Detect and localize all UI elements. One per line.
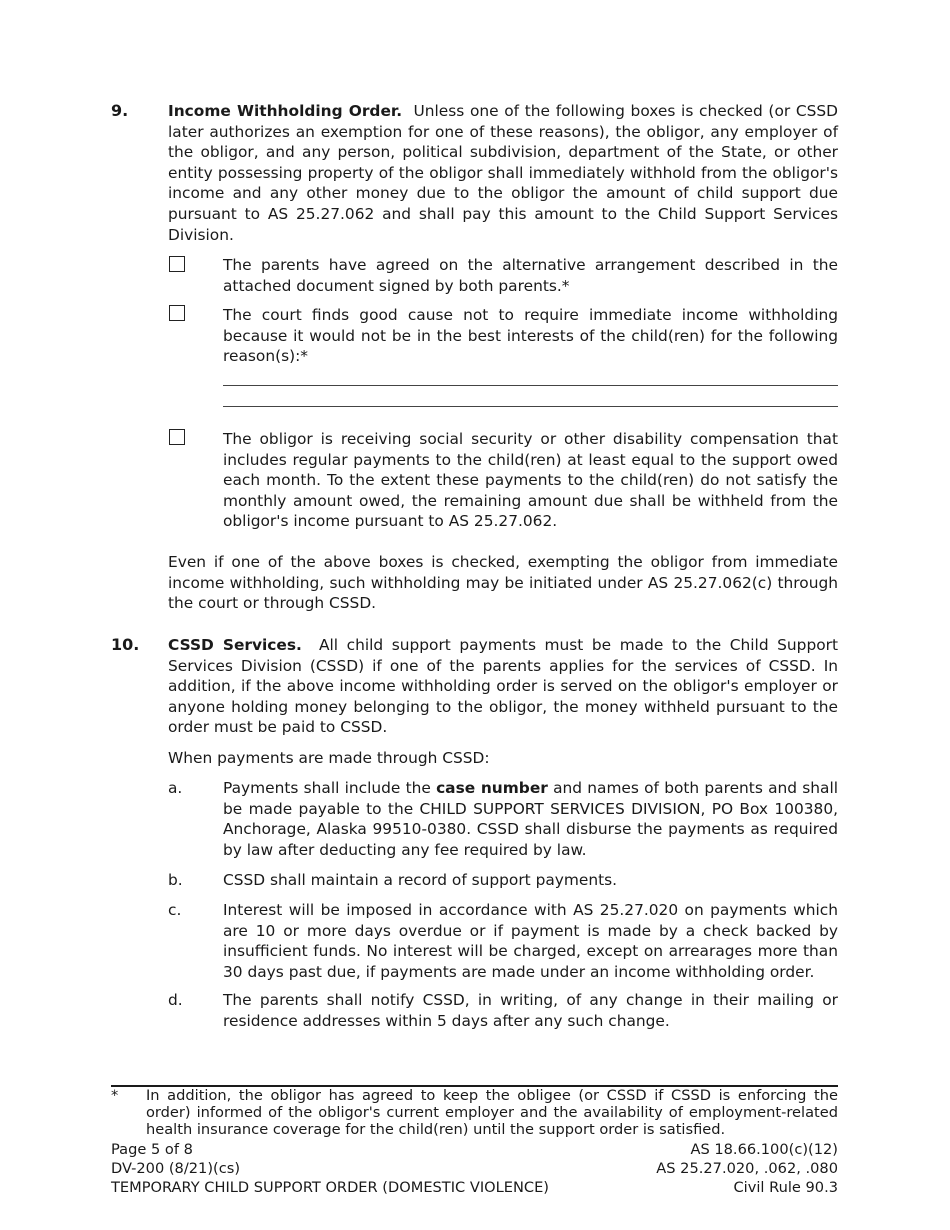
checkbox-good-cause[interactable]	[169, 305, 185, 321]
option-good-cause: The court finds good cause not to require immediate income withholding because it would not be in the best interests of the child(ren) for the following reason(s):*	[223, 306, 838, 366]
item-b-text: CSSD shall maintain a record of support payments.	[223, 871, 618, 889]
item-d-text: The parents shall notify CSSD, in writing, of any change in their mailing or residence addresses within 5 days after any such change.	[223, 991, 838, 1030]
footer-form-number: DV-200 (8/21)(cs)	[111, 1160, 241, 1177]
item-a-label: a.	[168, 779, 183, 797]
section-10-intro: When payments are made through CSSD:	[168, 749, 490, 767]
footer-statute-1: AS 18.66.100(c)(12)	[690, 1141, 838, 1158]
checkbox-alternative-arrangement[interactable]	[169, 256, 185, 272]
item-d-label: d.	[168, 991, 183, 1009]
reason-line-2[interactable]	[223, 406, 838, 407]
footnote-text: In addition, the obligor has agreed to keep the obligee (or CSSD if CSSD is enforcing the order) informed of the obligor's current employer and the availability of employment-related health insurance coverage for the child(ren) until the support order is satisfied.	[146, 1087, 838, 1138]
section-10-title: CSSD Services.	[168, 636, 302, 654]
item-c-text: Interest will be imposed in accordance with AS 25.27.020 on payments which are 10 or more days overdue or if payment is made by a check backed by insufficient funds. No interest will be charged, except on arrearages more than 30 days past due, if payments are made under an income withholding order.	[223, 901, 838, 981]
footnote-mark: *	[111, 1087, 119, 1104]
section-9-paragraph	[168, 101, 838, 245]
option-alternative-arrangement: The parents have agreed on the alternative arrangement described in the attached document signed by both parents.*	[223, 256, 838, 295]
option-disability-compensation: The obligor is receiving social security or other disability compensation that includes regular payments to the child(ren) at least equal to the support owed each month. To the extent these payments to the child(ren) do not satisfy the monthly amount owed, the remaining amount due shall be withheld from the obligor's income pursuant to AS 25.27.062.	[223, 430, 838, 531]
footer-statute-2: AS 25.27.020, .062, .080	[656, 1160, 838, 1177]
item-a-pre: Payments shall include the	[223, 779, 437, 797]
section-10-body: All child support payments must be made to the Child Support Services Division (CSSD) if one of the parents applies for the services of CSSD. In addition, if the above income withholding order is served on the obligor's employer or anyone holding money belonging to the obligor, the money withheld pursuant to the order must be paid to CSSD.	[168, 636, 838, 737]
section-9-closing: Even if one of the above boxes is checked, exempting the obligor from immediate income withholding, such withholding may be initiated under AS 25.27.062(c) through the court or through CSSD.	[168, 553, 838, 613]
item-c-label: c.	[168, 901, 182, 919]
item-b-label: b.	[168, 871, 183, 889]
section-9-body: Unless one of the following boxes is checked (or CSSD later authorizes an exemption for one of these reasons), the obligor, any employer of the obligor, and any person, political subdivision, department of the State, or other entity possessing property of the obligor shall immediately withhold from the obligor's income and any other money due to the obligor the amount of child support due pursuant to AS 25.27.062 and shall pay this amount to the Child Support Services Division.	[168, 102, 838, 244]
footer-civil-rule: Civil Rule 90.3	[733, 1179, 838, 1196]
item-a-text	[223, 778, 838, 860]
footer-form-title: TEMPORARY CHILD SUPPORT ORDER (DOMESTIC VIOLENCE)	[111, 1179, 549, 1196]
checkbox-disability-compensation[interactable]	[169, 429, 185, 445]
section-10-number: 10.	[111, 635, 140, 654]
item-a-post: and names of both parents and shall be made payable to the CHILD SUPPORT SERVICES DIVISION, PO Box 100380, Anchorage, Alaska 99510-0380. CSSD shall disburse the payments as required by law after deducting any fee required by law.	[223, 779, 838, 859]
section-10-paragraph	[168, 635, 838, 738]
section-9-title: Income Withholding Order.	[168, 102, 403, 120]
reason-line-1[interactable]	[223, 385, 838, 386]
footer-page-number: Page 5 of 8	[111, 1141, 193, 1158]
case-number-emphasis: case number	[436, 779, 548, 797]
section-9-number: 9.	[111, 101, 129, 120]
